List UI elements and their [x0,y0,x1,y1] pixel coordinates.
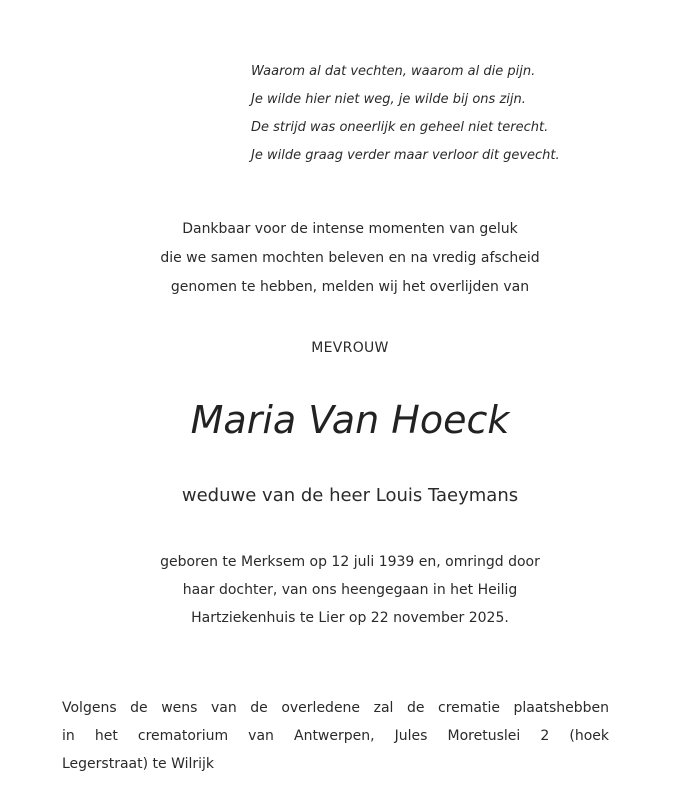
poem [251,58,671,170]
intro-text [0,215,700,302]
honorific-title: MEVROUW [311,340,389,356]
cremation-line: in het crematorium van Antwerpen, Jules Moretuslei 2 (hoek [62,728,609,744]
intro-line: genomen te hebben, melden wij het overlijden van [170,279,530,295]
cremation-line: Legerstraat) te Wilrijk [62,756,215,772]
details-line: haar dochter, van ons heengegaan in het Heilig [182,582,518,598]
intro-line: Dankbaar voor de intense momenten van geluk [182,221,518,237]
details-line: geboren te Merksem op 12 juli 1939 en, omringd door [160,554,540,570]
cremation-details [62,694,609,778]
intro-line: die we samen mochten beleven en na vredig afscheid [160,250,540,266]
poem-line: Waarom al dat vechten, waarom al die pijn. [251,64,536,79]
poem-line: Je wilde graag verder maar verloor dit gevecht. [251,148,560,163]
cremation-line: Volgens de wens van de overledene zal de crematie plaatshebben [62,700,609,716]
spouse-line: weduwe van de heer Louis Taeymans [181,485,519,506]
deceased-name: Maria Van Hoeck [190,398,510,442]
poem-line: Je wilde hier niet weg, je wilde bij ons zijn. [251,92,526,107]
birth-death-details [0,548,700,632]
details-line: Hartziekenhuis te Lier op 22 november 2025. [191,610,509,626]
poem-line: De strijd was oneerlijk en geheel niet terecht. [251,120,549,135]
